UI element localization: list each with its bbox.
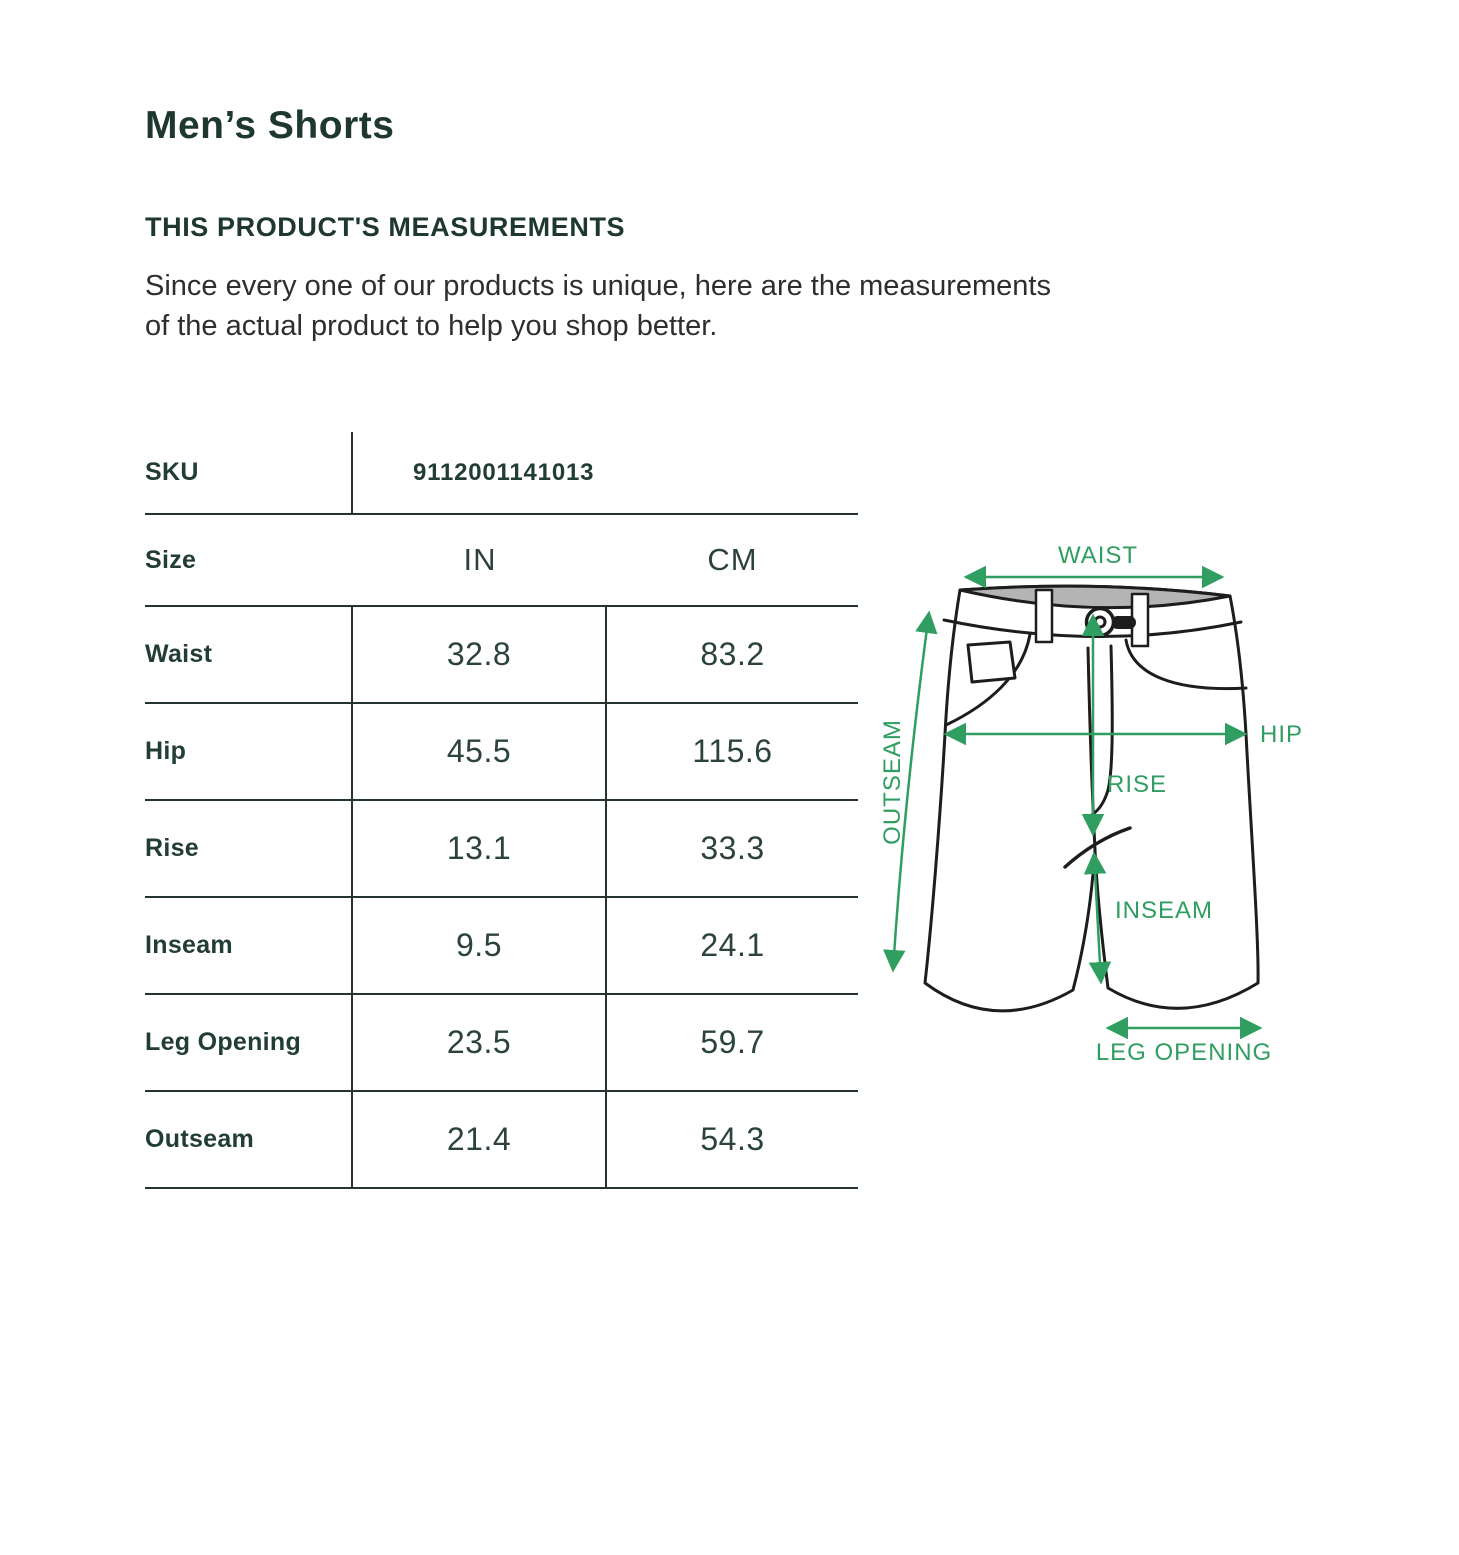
table-row-sku [145, 432, 858, 515]
row-value-in: 23.5 [446, 1024, 512, 1060]
table-row-outseam [145, 1092, 858, 1189]
table-row-size [145, 515, 858, 607]
row-value-in: 45.5 [446, 733, 512, 769]
row-value-in: 21.4 [446, 1121, 512, 1157]
rise-label: RISE [1107, 771, 1168, 798]
page-title: Men’s Shorts [145, 104, 395, 147]
shorts-illustration [925, 586, 1258, 1011]
row-label: Leg Opening [145, 1028, 302, 1056]
row-value-in: 32.8 [446, 636, 512, 672]
size-label: Size [145, 545, 197, 574]
row-value-cm: 54.3 [700, 1121, 765, 1157]
row-value-cm: 33.3 [700, 830, 765, 866]
row-label: Waist [145, 640, 213, 668]
belt-loop-left [1036, 590, 1052, 642]
row-label: Inseam [145, 931, 233, 959]
unit-header-in: IN [463, 542, 497, 577]
row-value-cm: 24.1 [700, 927, 765, 963]
row-label: Outseam [145, 1125, 255, 1153]
row-value-cm: 115.6 [692, 733, 773, 769]
waist-label: WAIST [1057, 542, 1139, 569]
inseam-label: INSEAM [1115, 897, 1214, 924]
row-value-cm: 83.2 [700, 636, 765, 672]
unit-header-cm: CM [707, 542, 758, 577]
row-value-in: 13.1 [446, 830, 512, 866]
section-heading: THIS PRODUCT'S MEASUREMENTS [145, 212, 626, 242]
table-row-hip [145, 704, 858, 801]
table-row-leg-opening [145, 995, 858, 1092]
description-line-2: of the actual product to help you shop better. [145, 310, 718, 342]
sku-value: 9112001141013 [413, 458, 595, 486]
row-label: Hip [145, 737, 187, 765]
hip-label: HIP [1260, 721, 1304, 748]
row-label: Rise [145, 834, 200, 862]
description-line-1: Since every one of our products is unique, here are the measurements [145, 270, 1051, 302]
table-row-waist [145, 607, 858, 704]
coin-pocket [968, 642, 1015, 682]
row-value-in: 9.5 [456, 927, 502, 963]
leg-opening-label: LEG OPENING [1095, 1039, 1273, 1066]
outseam-label: OUTSEAM [879, 719, 906, 845]
measurement-table [145, 432, 858, 1189]
shorts-measurement-diagram [860, 520, 1459, 1120]
button [1087, 609, 1114, 636]
sku-label: SKU [145, 458, 199, 486]
row-value-cm: 59.7 [700, 1024, 765, 1060]
table-row-rise [145, 801, 858, 898]
description [145, 266, 1345, 346]
table-row-inseam [145, 898, 858, 995]
